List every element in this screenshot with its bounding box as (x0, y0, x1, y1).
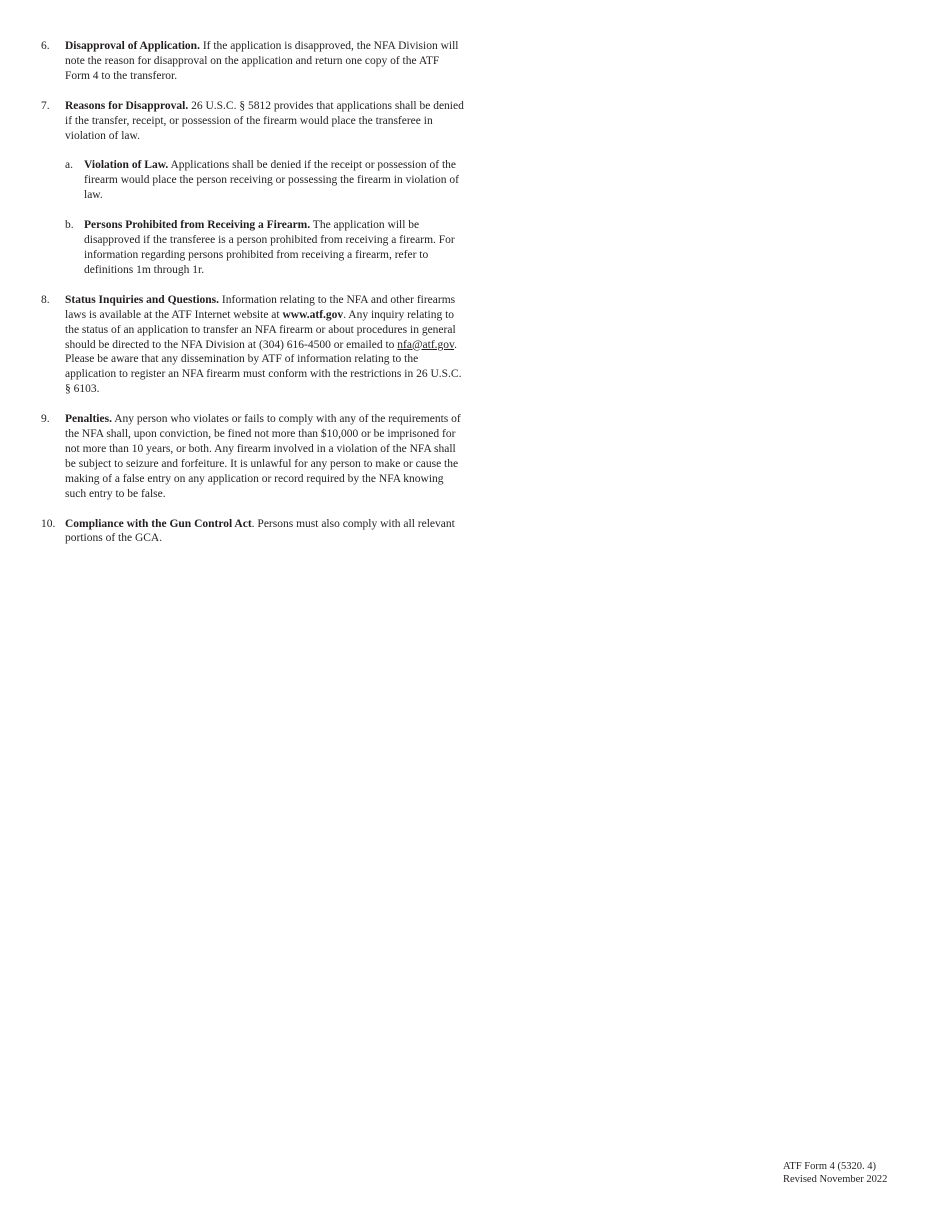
subitem-a (65, 158, 466, 203)
item-title: Reasons for Disapproval. (65, 99, 189, 112)
item-title: Disapproval of Application. (65, 40, 200, 52)
instruction-item-8 (41, 293, 466, 397)
subitem-b (65, 218, 466, 278)
item-title: Penalties. (65, 413, 112, 426)
item-title: Compliance with the Gun Control Act (65, 517, 252, 530)
subitem-title: Violation of Law. (84, 159, 169, 172)
revision-date: Revised November 2022 (783, 1173, 888, 1185)
website-link[interactable]: www.atf.gov (282, 308, 344, 321)
subitem-letter: a. (65, 159, 73, 172)
item-number: 9. (41, 413, 50, 426)
instruction-item-9 (41, 412, 466, 501)
item-number: 7. (41, 99, 50, 112)
item-number: 10. (41, 517, 56, 530)
item-text: . Any inquiry relating to the status of an application to transfer an NFA firearm or about procedures in general should be directed to the NFA Division at (304) 616-4500 or emailed to (65, 308, 456, 351)
item-text: . Persons must also comply with all relevant portions of the GCA. (65, 517, 455, 545)
subitem-text: Applications shall be denied if the receipt or possession of the firearm would place the person receiving or possessing the firearm in violation of law. (84, 159, 459, 202)
item-text: . Please be aware that any dissemination by ATF of information relating to the application to register an NFA firearm must conform with the restrictions in 26 U.S.C. § 6103. (65, 338, 462, 396)
item-text: Information relating to the NFA and other firearms laws is available at the ATF Internet website at (65, 293, 456, 321)
subitem-title: Persons Prohibited from Receiving a Firearm. (84, 219, 311, 232)
email-link[interactable]: nfa@atf.gov (397, 338, 455, 351)
subitem-list (65, 158, 466, 277)
instruction-item-6 (41, 39, 466, 84)
item-text: Any person who violates or fails to comply with any of the requirements of the NFA shall, upon conviction, be fined not more than $10,000 or be imprisoned for not more than 10 years, or both. Any firearm involved in a violation of the NFA shall be subject to seizure and forfeiture. It is unlawful for any person to make or cause the making of a false entry on any application or record required by the NFA knowing such entry to be false. (65, 413, 461, 500)
item-text: 26 U.S.C. § 5812 provides that applications shall be denied if the transfer, receipt, or possession of the firearm would place the transferee in violation of law. (65, 99, 464, 142)
form-footer (783, 1161, 887, 1186)
instructions-column (41, 39, 466, 561)
item-text: If the application is disapproved, the NFA Division will note the reason for disapproval on the application and return one copy of the ATF Form 4 to the transferor. (65, 40, 459, 82)
instruction-item-7 (41, 99, 466, 278)
item-title: Status Inquiries and Questions. (65, 293, 220, 306)
subitem-text: The application will be disapproved if the transferee is a person prohibited from receiving a firearm. For information regarding persons prohibited from receiving a firearm, refer to definitions 1m through 1r. (84, 219, 455, 276)
item-number: 6. (41, 40, 50, 52)
subitem-letter: b. (65, 219, 74, 232)
item-number: 8. (41, 293, 50, 306)
instruction-item-10 (41, 517, 466, 547)
form-number: ATF Form 4 (5320. 4) (783, 1161, 877, 1172)
